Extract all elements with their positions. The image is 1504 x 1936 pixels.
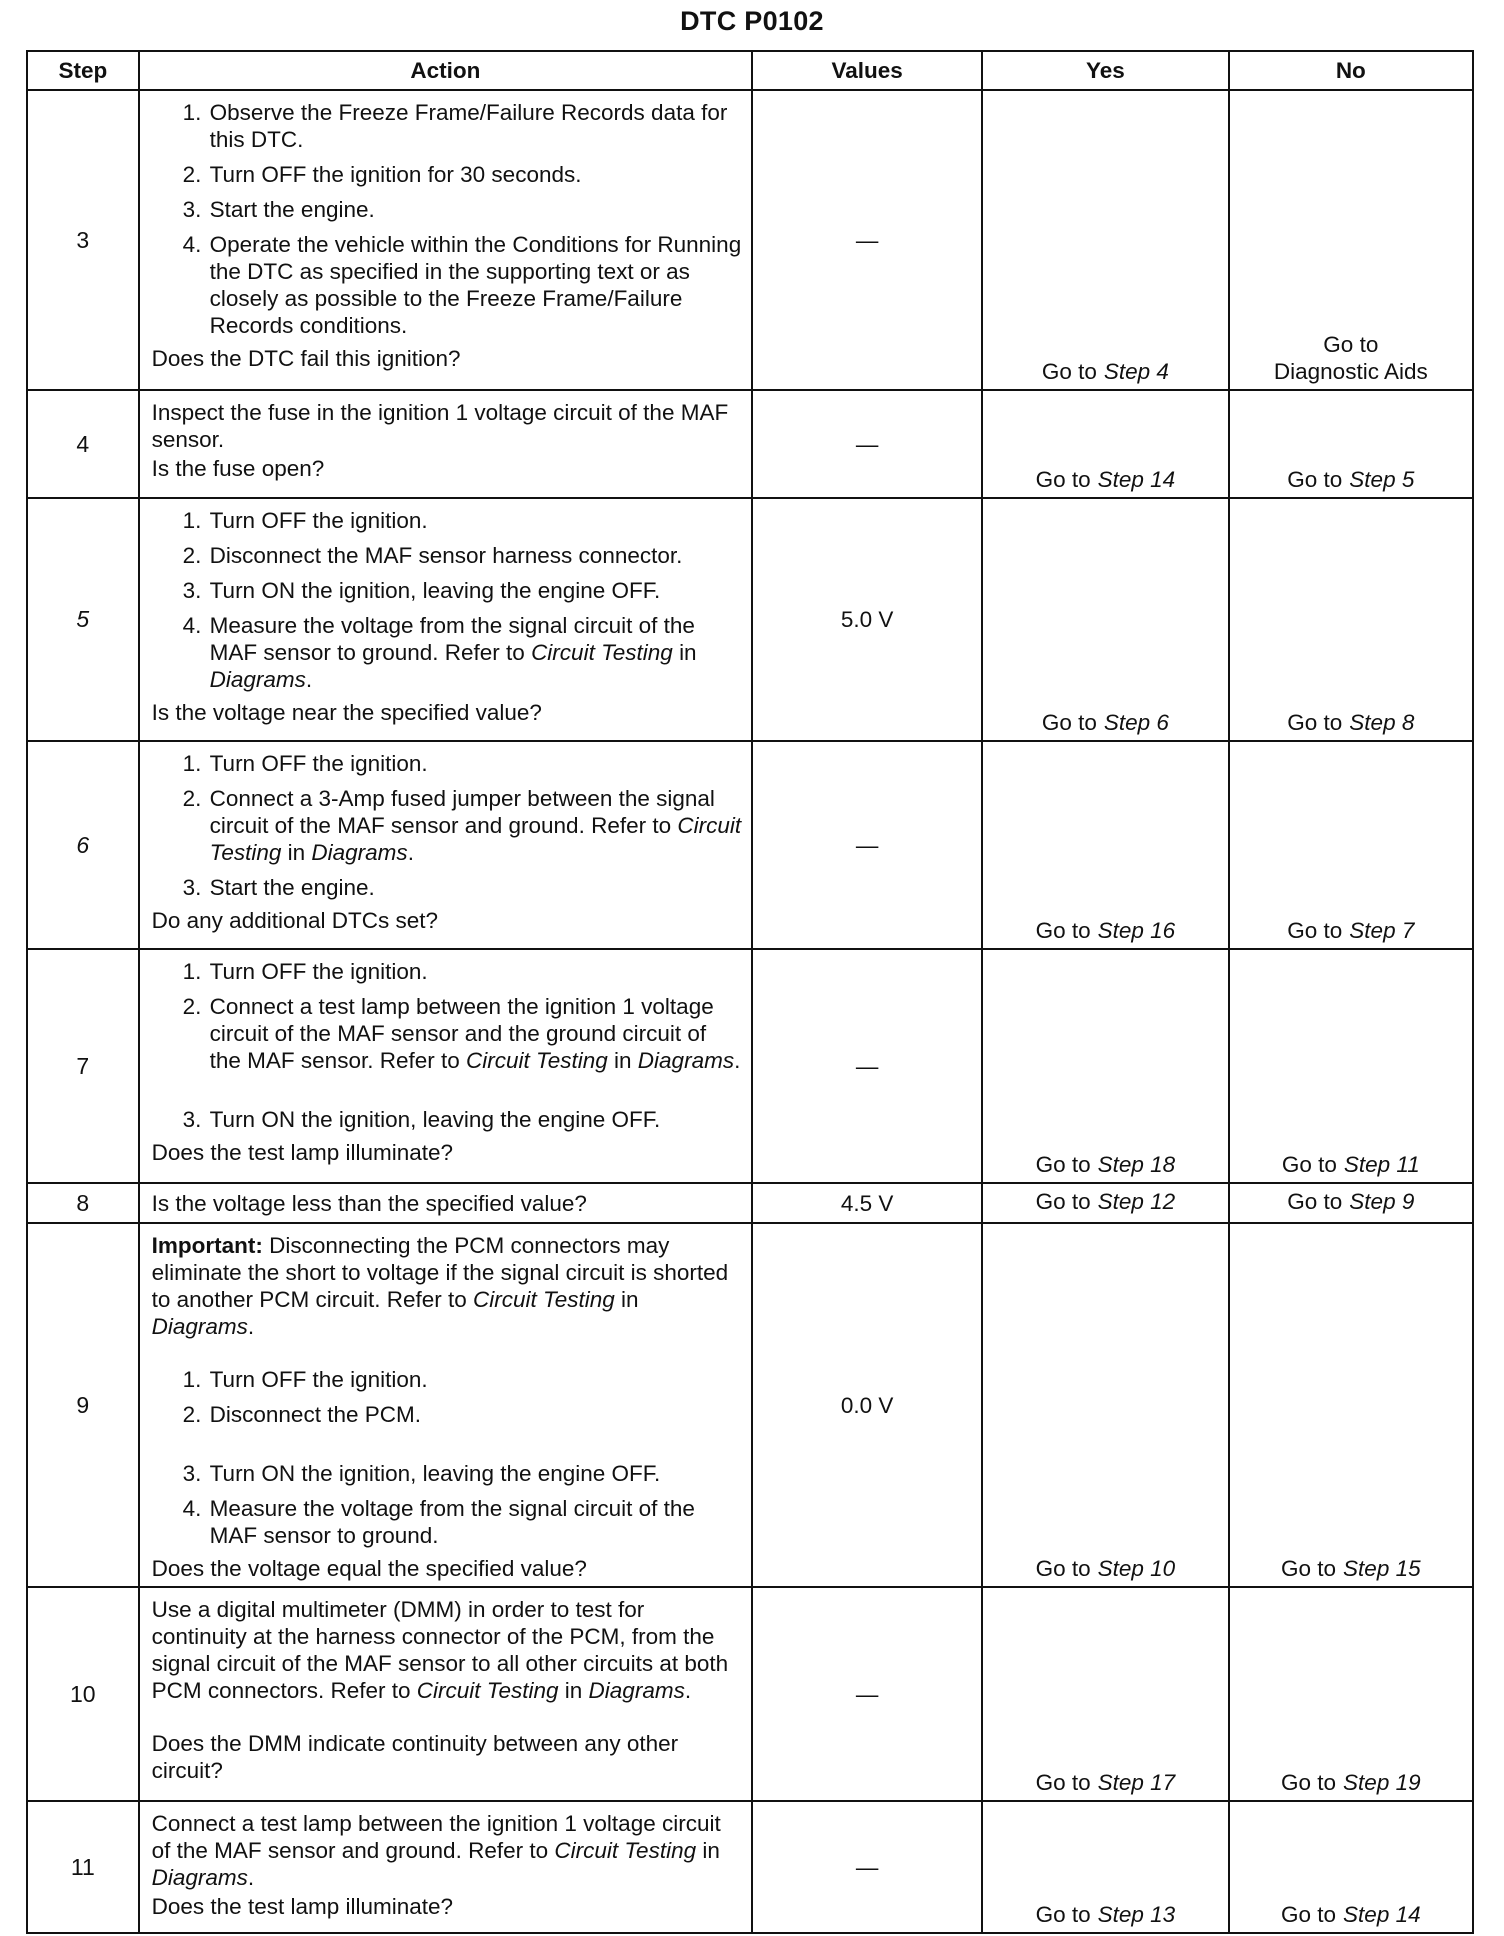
step-reference: Step 15 [1343, 1556, 1421, 1581]
action-steps [152, 1366, 742, 1549]
step-text: Measure the voltage from the signal circuit of the MAF sensor to ground. Refer to [209, 613, 695, 665]
action-text-body: Connect a test lamp between the ignition 1 voltage circuit of the MAF sensor and ground. Refer to [151, 1811, 721, 1863]
diagrams-reference: Diagrams [209, 667, 306, 692]
action-cell [139, 498, 753, 741]
spacer [152, 1342, 742, 1366]
action-cell [139, 949, 753, 1183]
value-cell: — [752, 741, 982, 949]
circuit-testing-reference: Circuit Testing [531, 640, 673, 665]
yes-cell [982, 1801, 1229, 1933]
table-row [27, 1801, 1473, 1933]
goto-label: Go to [1323, 332, 1379, 357]
value-cell: — [752, 1587, 982, 1801]
step-reference: Step 11 [1343, 1152, 1420, 1177]
value-cell: 4.5 V [752, 1183, 982, 1223]
action-question: Does the DMM indicate continuity between any other circuit? [151, 1731, 679, 1783]
no-cell [1229, 90, 1473, 390]
step-reference: Step 17 [1097, 1770, 1176, 1795]
goto-label: Go to [1281, 1152, 1337, 1177]
value-cell: 0.0 V [752, 1223, 982, 1587]
action-step [208, 612, 742, 693]
step-reference: Step 6 [1103, 710, 1169, 735]
no-cell [1229, 1587, 1473, 1801]
action-steps [152, 99, 742, 339]
goto-label: Go to [1035, 1152, 1091, 1177]
yes-cell [982, 1183, 1229, 1223]
goto-label: Go to [1287, 1188, 1343, 1214]
important-text: in [621, 1287, 639, 1312]
step-text: . [305, 667, 313, 692]
step-number-text: 5 [76, 606, 90, 632]
table-row [27, 741, 1473, 949]
step-reference: Step 16 [1097, 918, 1176, 943]
action-step: 1. Turn OFF the ignition. [208, 750, 742, 777]
diagrams-reference: Diagrams [151, 1314, 248, 1339]
step-reference: Step 19 [1343, 1770, 1421, 1795]
action-text-body: in [564, 1678, 583, 1703]
action-cell [139, 1587, 753, 1801]
table-row [27, 90, 1473, 390]
spacer [210, 1074, 742, 1098]
spacer [152, 1706, 742, 1730]
goto-label: Go to [1035, 1902, 1091, 1927]
goto-label: Go to [1287, 467, 1343, 492]
step-number: 10 [27, 1587, 139, 1801]
action-step [208, 993, 742, 1098]
diagrams-reference: Diagrams [637, 1048, 735, 1073]
goto-label: Go to [1287, 918, 1343, 943]
header-yes: Yes [982, 51, 1229, 90]
step-reference: Step 14 [1343, 1902, 1421, 1927]
action-step [208, 1401, 742, 1452]
header-no: No [1229, 51, 1473, 90]
header-step: Step [27, 51, 139, 90]
step-number [27, 498, 139, 741]
no-cell [1229, 498, 1473, 741]
circuit-testing-reference: Circuit Testing [554, 1838, 697, 1863]
step-reference: Step 18 [1097, 1152, 1176, 1177]
yes-cell [982, 949, 1229, 1183]
important-note [152, 1232, 742, 1340]
spacer [210, 1428, 742, 1452]
action-step: 2. Turn OFF the ignition for 30 seconds. [208, 161, 742, 188]
action-cell [139, 90, 753, 390]
step-text: Disconnect the PCM. [209, 1402, 421, 1427]
step-number-text: 6 [76, 831, 90, 858]
step-text: in [679, 640, 697, 665]
goto-label: Go to [1281, 1770, 1337, 1795]
action-question: Does the DTC fail this ignition? [151, 346, 461, 371]
no-cell [1229, 390, 1473, 498]
action-text-body: . [247, 1865, 255, 1890]
value-cell: — [752, 949, 982, 1183]
value-cell: — [752, 90, 982, 390]
action-step: 2. Disconnect the MAF sensor harness connector. [208, 542, 742, 569]
step-text: . [407, 840, 414, 865]
circuit-testing-reference: Circuit Testing [416, 1678, 559, 1703]
action-question: Do any additional DTCs set? [151, 908, 439, 933]
action-step: 3. Turn ON the ignition, leaving the engine OFF. [208, 1460, 742, 1487]
action-step [208, 785, 742, 866]
action-step: 1. Turn OFF the ignition. [208, 507, 742, 534]
action-step: 3. Turn ON the ignition, leaving the engine OFF. [208, 577, 742, 604]
action-text-body: . [684, 1678, 692, 1703]
step-number: 4 [27, 390, 139, 498]
goto-label: Go to [1035, 467, 1091, 492]
goto-label: Go to [1035, 1770, 1091, 1795]
action-cell [139, 1223, 753, 1587]
table-row [27, 1223, 1473, 1587]
important-label: Important: [151, 1233, 263, 1258]
value-cell: 5.0 V [752, 498, 982, 741]
action-question: Is the voltage less than the specified value? [151, 1190, 587, 1216]
action-question: Does the test lamp illuminate? [151, 1894, 454, 1919]
important-text: Disconnecting the PCM connectors may eliminate the short to voltage if the signal circuit is shorted to another PCM circuit. Refer to [151, 1233, 729, 1312]
yes-cell [982, 1587, 1229, 1801]
diagrams-reference: Diagrams [588, 1678, 685, 1703]
step-number: 8 [27, 1183, 139, 1223]
step-text: in [614, 1048, 632, 1073]
goto-label: Go to [1281, 1556, 1337, 1581]
no-cell [1229, 1801, 1473, 1933]
action-step: 3. Start the engine. [208, 196, 742, 223]
circuit-testing-reference: Circuit Testing [466, 1048, 608, 1073]
yes-cell [982, 1223, 1229, 1587]
no-cell [1229, 949, 1473, 1183]
diagrams-reference: Diagrams [151, 1865, 248, 1890]
goto-label: Go to [1041, 710, 1097, 735]
no-cell [1229, 1223, 1473, 1587]
action-text-body: Use a digital multimeter (DMM) in order to test for continuity at the harness connector of the PCM, from the signal circuit of the MAF sensor to all other circuits at both PCM connectors. Refer to [151, 1597, 729, 1703]
step-reference: Step 4 [1103, 359, 1169, 384]
yes-cell [982, 90, 1229, 390]
action-step: 1. Observe the Freeze Frame/Failure Records data for this DTC. [208, 99, 742, 153]
step-reference: Step 8 [1349, 710, 1415, 735]
value-cell: — [752, 1801, 982, 1933]
goto-label: Go to [1035, 1188, 1091, 1214]
yes-cell [982, 390, 1229, 498]
important-text: . [247, 1314, 255, 1339]
action-question: Is the fuse open? [151, 456, 325, 481]
action-cell [139, 1183, 753, 1223]
action-question: Is the voltage near the specified value? [151, 700, 542, 725]
table-row [27, 390, 1473, 498]
step-reference: Step 7 [1349, 918, 1415, 943]
goto-label: Go to [1287, 710, 1343, 735]
action-steps [152, 958, 742, 1133]
table-row [27, 1587, 1473, 1801]
action-steps [152, 507, 742, 693]
step-reference: Step 10 [1097, 1556, 1176, 1581]
step-number: 11 [27, 1801, 139, 1933]
table-header-row [27, 51, 1473, 90]
yes-cell [982, 498, 1229, 741]
step-number: 7 [27, 949, 139, 1183]
goto-label: Go to [1041, 359, 1097, 384]
diagnostic-table [26, 50, 1474, 1934]
action-question: Does the test lamp illuminate? [151, 1140, 454, 1165]
step-text: Connect a 3-Amp fused jumper between the signal circuit of the MAF sensor and ground. Refer to [209, 786, 715, 838]
action-step: 3. Start the engine. [208, 874, 742, 901]
step-reference: Step 13 [1097, 1902, 1176, 1927]
header-values: Values [752, 51, 982, 90]
step-number: 3 [27, 90, 139, 390]
step-number [27, 741, 139, 949]
action-step: 4. Measure the voltage from the signal circuit of the MAF sensor to ground. [208, 1495, 742, 1549]
goto-label: Go to [1035, 1556, 1091, 1581]
action-steps [152, 750, 742, 901]
step-reference: Step 5 [1349, 467, 1415, 492]
circuit-testing-reference: Circuit Testing [473, 1287, 615, 1312]
action-step: 1. Turn OFF the ignition. [208, 1366, 742, 1393]
step-text: Connect a test lamp between the ignition 1 voltage circuit of the MAF sensor and the ground circuit of the MAF sensor. Refer to [209, 994, 714, 1073]
no-cell [1229, 1183, 1473, 1223]
step-text: . [734, 1048, 741, 1073]
step-reference: Step 9 [1349, 1188, 1415, 1214]
action-cell [139, 1801, 753, 1933]
action-step: 4. Operate the vehicle within the Conditions for Running the DTC as specified in the supporting text or as closely as possible to the Freeze Frame/Failure Records conditions. [208, 231, 742, 339]
no-cell [1229, 741, 1473, 949]
action-step: 3. Turn ON the ignition, leaving the engine OFF. [208, 1106, 742, 1133]
step-reference: Step 12 [1097, 1188, 1176, 1214]
circuit-testing-reference: Circuit Testing [209, 813, 742, 865]
table-row [27, 498, 1473, 741]
table-row [27, 1183, 1473, 1223]
diagrams-reference: Diagrams [311, 840, 408, 865]
action-cell [139, 390, 753, 498]
diagnostic-aids-reference: Diagnostic Aids [1273, 359, 1428, 384]
action-step: 1. Turn OFF the ignition. [208, 958, 742, 985]
action-text: Inspect the fuse in the ignition 1 voltage circuit of the MAF sensor. [151, 400, 729, 452]
step-number: 9 [27, 1223, 139, 1587]
step-text: in [287, 840, 306, 865]
goto-label: Go to [1281, 1902, 1337, 1927]
action-text [152, 1810, 742, 1891]
action-cell [139, 741, 753, 949]
value-cell: — [752, 390, 982, 498]
step-reference: Step 14 [1097, 467, 1176, 492]
action-text-body: in [702, 1838, 720, 1863]
table-row [27, 949, 1473, 1183]
page-title: DTC P0102 [680, 6, 824, 36]
action-text [152, 1596, 742, 1704]
yes-cell [982, 741, 1229, 949]
header-action: Action [139, 51, 753, 90]
action-question: Does the voltage equal the specified value? [151, 1556, 587, 1581]
goto-label: Go to [1035, 918, 1091, 943]
